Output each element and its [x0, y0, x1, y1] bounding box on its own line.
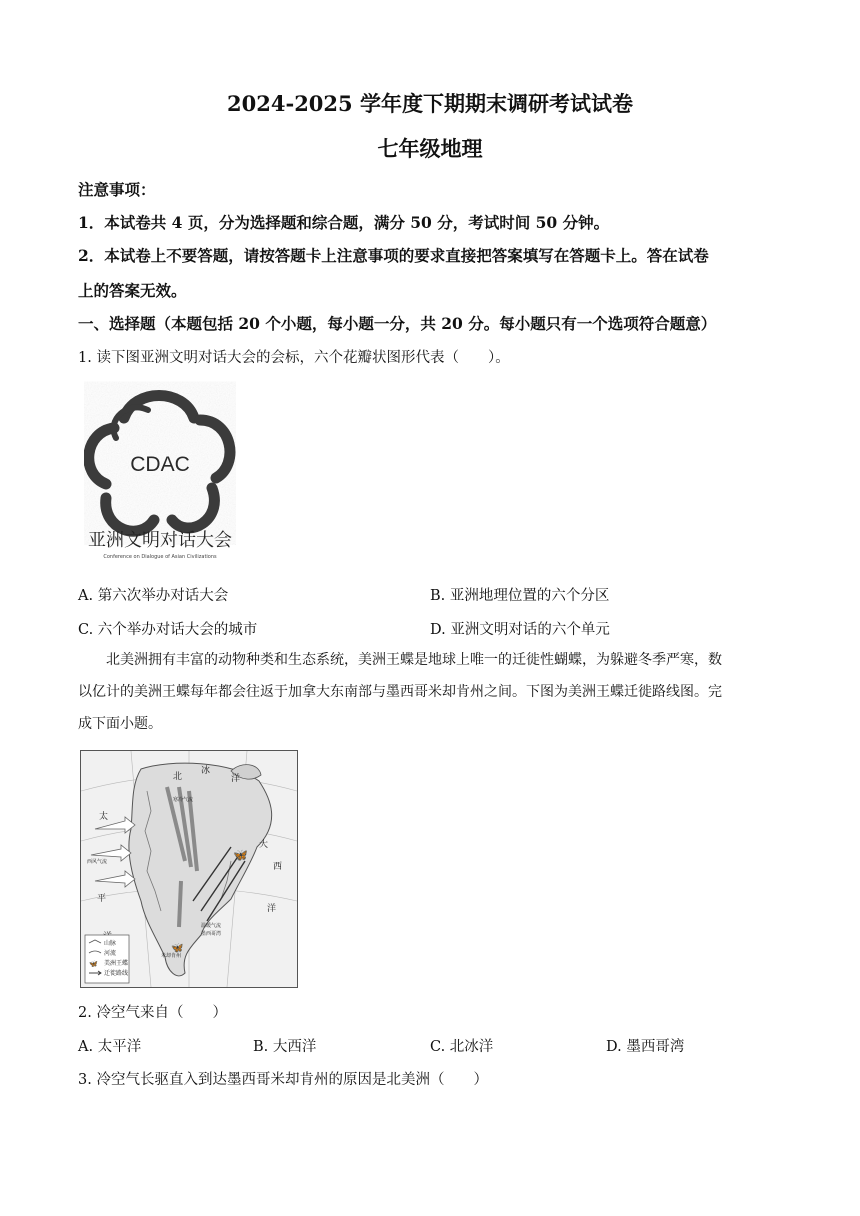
q1-option-b: B. 亚洲地理位置的六个分区 — [430, 588, 610, 604]
butterfly-icon: 🦋 — [171, 943, 184, 954]
q3-stem: 3. 冷空气长驱直入到达墨西哥米却肯州的原因是北美洲（ ） — [78, 1072, 488, 1088]
label-atlantic-3: 洋 — [267, 904, 277, 914]
map-graphic — [81, 751, 297, 987]
cdac-logo — [84, 380, 236, 560]
q1-stem: 1. 读下图亚洲文明对话大会的会标，六个花瓣状图形代表（ ）。 — [78, 350, 510, 366]
q1-option-a: A. 第六次举办对话大会 — [78, 588, 229, 604]
monarch-migration-map — [80, 750, 298, 988]
butterfly-icon: 🦋 — [89, 960, 98, 968]
legend-rivers: 河流 — [104, 950, 117, 957]
passage-line-1: 北美洲拥有丰富的动物种类和生态系统，美洲王蝶是地球上唯一的迁徙性蝴蝶，为躲避冬季严寒，数 — [106, 652, 722, 668]
label-mexico-gulf: 墨西哥湾 — [201, 931, 222, 937]
label-pacific-1: 太 — [99, 812, 109, 822]
notes-heading: 注意事项： — [78, 180, 156, 199]
logo-text: CDAC — [130, 453, 190, 476]
label-arctic-2: 冰 — [201, 766, 211, 776]
section-1-heading: 一、选择题（本题包括 20 个小题，每小题一分，共 20 分。每小题只有一个选项符合题意） — [78, 314, 717, 333]
label-atlantic-2: 西 — [273, 862, 283, 872]
label-arctic-3: 洋 — [231, 774, 241, 784]
label-atlantic-1: 大 — [259, 840, 269, 850]
logo-caption: 亚洲文明对话大会 — [88, 530, 232, 551]
q2-option-d: D. 墨西哥湾 — [606, 1039, 685, 1055]
exam-title: 2024-2025 学年度下期期末调研考试试卷 — [227, 91, 633, 116]
q1-option-c: C. 六个举办对话大会的城市 — [78, 622, 258, 638]
label-cold-air: 寒冷气流 — [173, 797, 194, 803]
q2-option-c: C. 北冰洋 — [430, 1039, 494, 1055]
map-legend — [85, 935, 129, 983]
label-westerly: 西风气流 — [87, 859, 108, 865]
passage-line-3: 成下面小题。 — [78, 716, 162, 732]
q2-stem: 2. 冷空气来自（ ） — [78, 1005, 227, 1021]
notes-item-2-line-2: 上的答案无效。 — [78, 281, 187, 300]
q1-option-d: D. 亚洲文明对话的六个单元 — [430, 622, 610, 638]
logo-subcaption: Conference on Dialogue of Asian Civilizations — [103, 554, 217, 560]
cdac-logo-graphic — [84, 380, 236, 560]
label-arctic-1: 北 — [173, 772, 183, 782]
q2-option-b: B. 大西洋 — [253, 1039, 317, 1055]
label-pacific-2: 平 — [97, 894, 107, 904]
legend-route: 迁徙路线 — [104, 970, 129, 977]
exam-subtitle: 七年级地理 — [377, 136, 483, 161]
notes-item-1: 1．本试卷共 4 页，分为选择题和综合题，满分 50 分，考试时间 50 分钟。 — [78, 213, 610, 232]
passage-line-2: 以亿计的美洲王蝶每年都会往返于加拿大东南部与墨西哥米却肯州之间。下图为美洲王蝶迁徙路线图。完 — [78, 684, 722, 700]
notes-item-2-line-1: 2．本试卷上不要答题，请按答题卡上注意事项的要求直接把答案填写在答题卡上。答在试卷 — [78, 246, 709, 265]
label-warm-air: 温暖气流 — [201, 923, 222, 929]
legend-butterfly: 美洲王蝶 — [104, 960, 129, 967]
label-michoacan: 米却肯州 — [161, 953, 182, 959]
q2-option-a: A. 太平洋 — [78, 1039, 142, 1055]
legend-mountains: 山脉 — [104, 940, 117, 947]
butterfly-icon: 🦋 — [233, 848, 248, 862]
